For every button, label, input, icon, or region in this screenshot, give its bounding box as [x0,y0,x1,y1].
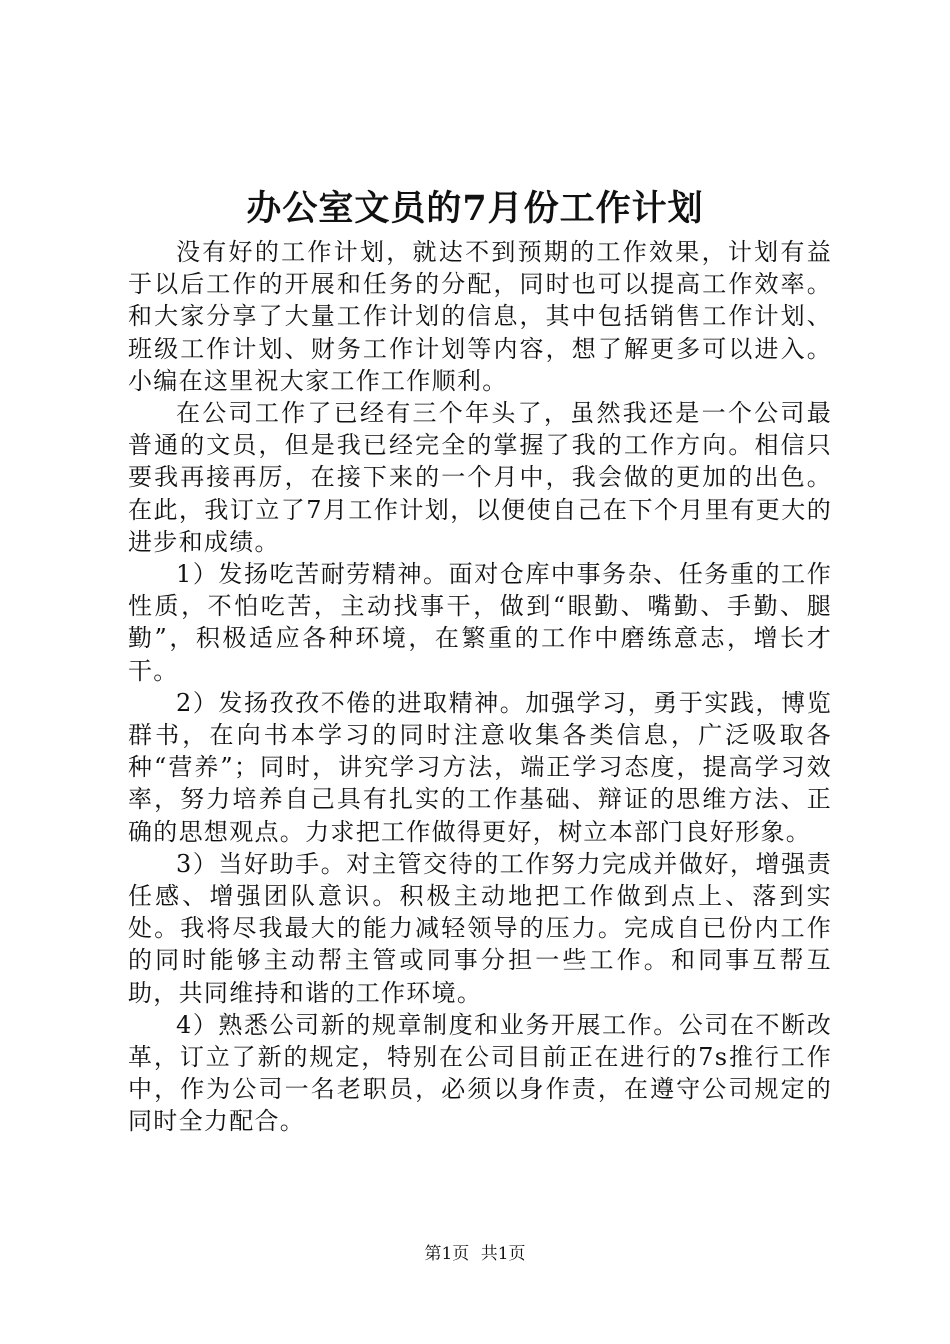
paragraph-item-2: 2）发扬孜孜不倦的进取精神。加强学习，勇于实践，博览群书，在向书本学习的同时注意收集各类信息，广泛吸取各种“营养”；同时，讲究学习方法，端正学习态度，提高学习效率，努力培养自己具有扎实的工作基础、辩证的思维方法、正确的思想观点。力求把工作做得更好，树立本部门良好形象。 [128,688,832,846]
paragraph-intro: 没有好的工作计划，就达不到预期的工作效果，计划有益于以后工作的开展和任务的分配，同时也可以提高工作效率。和大家分享了大量工作计划的信息，其中包括销售工作计划、班级工作计划、财务工作计划等内容，想了解更多可以进入。小编在这里祝大家工作工作顺利。 [128,238,832,395]
paragraph-item-3: 3）当好助手。对主管交待的工作努力完成并做好，增强责任感、增强团队意识。积极主动地把工作做到点上、落到实处。我将尽我最大的能力减轻领导的压力。完成自已份内工作的同时能够主动帮主管或同事分担一些工作。和同事互帮互助，共同维持和谐的工作环境。 [128,849,832,1007]
page-number: 第1页 [424,1244,470,1264]
page-total: 共1页 [480,1244,526,1264]
page-title: 办公室文员的7月份工作计划 [246,188,704,229]
paragraph-background: 在公司工作了已经有三个年头了，虽然我还是一个公司最普通的文员，但是我已经完全的掌握了我的工作方向。相信只要我再接再厉，在接下来的一个月中，我会做的更加的出色。在此，我订立了7月工作计划，以便使自己在下个月里有更大的进步和成绩。 [128,399,832,556]
paragraph-item-4: 4）熟悉公司新的规章制度和业务开展工作。公司在不断改革，订立了新的规定，特别在公司目前正在进行的7s推行工作中，作为公司一名老职员，必须以身作责，在遵守公司规定的同时全力配合。 [128,1010,832,1136]
paragraph-item-1: 1）发扬吃苦耐劳精神。面对仓库中事务杂、任务重的工作性质，不怕吃苦，主动找事干，做到“眼勤、嘴勤、手勤、腿勤”，积极适应各种环境，在繁重的工作中磨练意志，增长才干。 [128,560,832,685]
document-body [128,236,832,1138]
page-footer [0,1243,950,1265]
